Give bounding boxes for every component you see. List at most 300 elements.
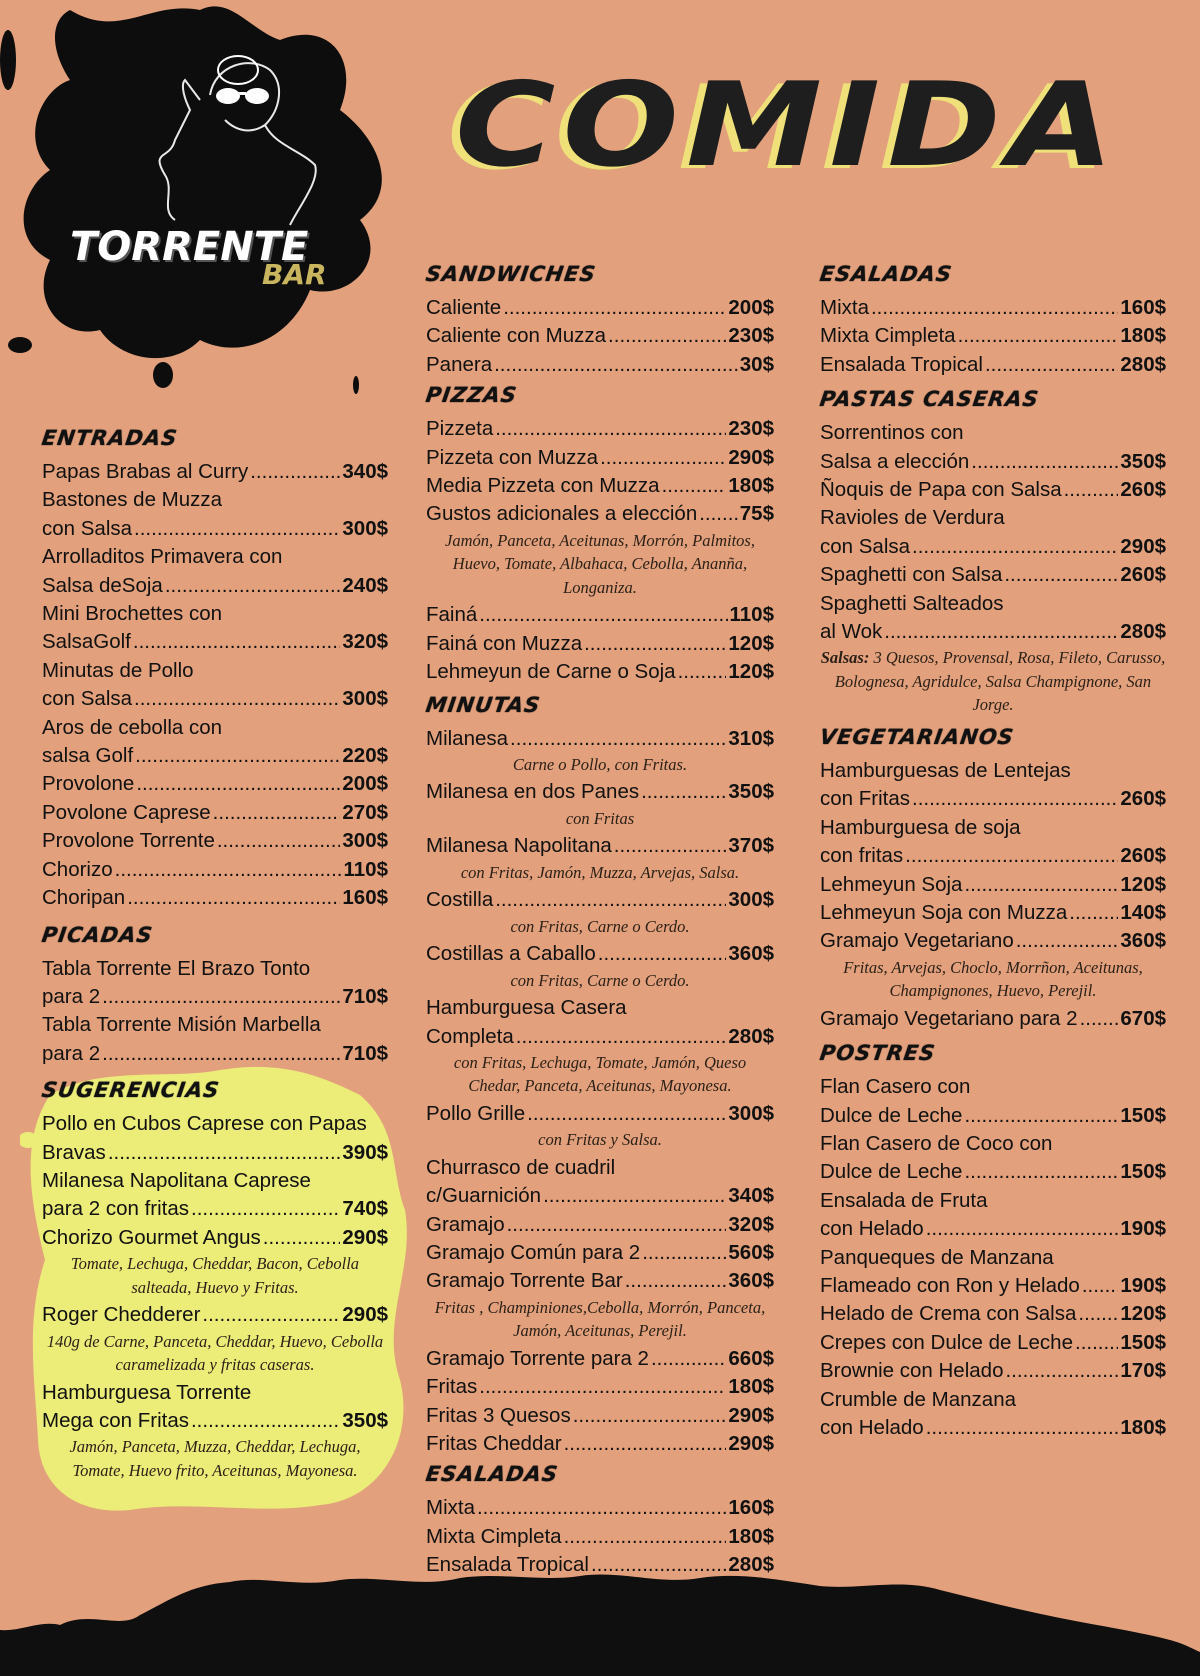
menu-item [426, 294, 774, 322]
menu-item [820, 1357, 1166, 1385]
menu-item-name: Flameado con Ron y Helado [820, 1274, 1080, 1298]
menu-item-description: con Fritas y Salsa. [538, 1130, 662, 1150]
menu-item [42, 458, 388, 486]
menu-item-name: al Wok [820, 620, 883, 644]
dot-leader [564, 1430, 727, 1458]
menu-item-name: con Salsa [42, 687, 133, 711]
dot-leader [964, 871, 1118, 899]
dot-leader [1078, 1300, 1118, 1328]
menu-item-name: Chorizo [42, 857, 113, 881]
menu-item-price: 560$ [728, 1241, 774, 1265]
section-title: MINUTAS [424, 692, 543, 717]
section-title: SANDWICHES [424, 262, 598, 286]
menu-item-name-line: Churrasco de cuadril [426, 1155, 616, 1179]
ink-splat-logo-background [0, 0, 400, 400]
dot-leader [964, 1102, 1118, 1130]
menu-item [426, 1154, 774, 1211]
menu-item [426, 940, 774, 992]
menu-item-name: Crepes con Dulce de Leche [820, 1330, 1073, 1354]
menu-item-price: 360$ [728, 942, 774, 966]
menu-item-price: 300$ [342, 516, 388, 540]
menu-item-row [820, 927, 1166, 955]
section-pastas [820, 387, 1166, 717]
menu-item-description: Jamón, Panceta, Aceitunas, Morrón, Palmitos, Huevo, Tomate, Albahaca, Cebolla, Ananña, Longaniza. [445, 530, 755, 597]
section-picadas [42, 923, 388, 1069]
dot-leader [699, 500, 738, 528]
salsas-label: Salsas: [820, 648, 870, 668]
dot-leader [600, 444, 726, 472]
dot-leader [958, 322, 1119, 350]
menu-item-price: 180$ [728, 474, 774, 498]
menu-column-left [42, 426, 388, 1484]
menu-item-row [42, 742, 388, 770]
menu-item-name: Brownie con Helado [820, 1359, 1004, 1383]
menu-item-price: 180$ [728, 1375, 774, 1399]
section-vegetarianos [820, 725, 1166, 1033]
menu-item-name-line: Flan Casero de Coco con [820, 1132, 1053, 1156]
menu-item-price: 360$ [1120, 929, 1166, 953]
menu-item-name: Ñoquis de Papa con Salsa [820, 478, 1062, 502]
menu-item-price: 190$ [1120, 1274, 1166, 1298]
menu-item [426, 630, 774, 658]
menu-item-row [42, 1195, 388, 1223]
menu-item [42, 486, 388, 543]
section-ensaladas-middle [426, 1462, 774, 1579]
menu-item-row [820, 561, 1166, 589]
menu-item-name: con Fritas [820, 787, 910, 811]
dot-leader [494, 351, 738, 379]
menu-item-price: 180$ [1120, 1416, 1166, 1440]
dot-leader [912, 533, 1118, 561]
menu-item-row [820, 294, 1166, 322]
menu-item-name-line: Sorrentinos con [820, 421, 964, 445]
menu-item-price: 290$ [342, 1225, 388, 1249]
menu-item-price: 290$ [728, 1403, 774, 1427]
menu-item [426, 472, 774, 500]
menu-item-price: 350$ [342, 1408, 388, 1432]
dot-leader [263, 1224, 341, 1252]
menu-item-price: 120$ [1120, 872, 1166, 896]
menu-item-name: Mixta Cimpleta [426, 1524, 562, 1548]
dot-leader [213, 799, 341, 827]
menu-item-name: Salsa deSoja [42, 573, 163, 597]
menu-item-description: Jamón, Panceta, Muzza, Cheddar, Lechuga, Tomate, Huevo frito, Aceitunas, Mayonesa. [69, 1437, 361, 1480]
menu-item-row [820, 533, 1166, 561]
menu-item-row [426, 725, 774, 753]
menu-item-row [820, 1158, 1166, 1186]
dot-leader [108, 1139, 341, 1167]
menu-item-row [426, 1402, 774, 1430]
menu-item-row [426, 1023, 774, 1051]
dot-leader [202, 1301, 340, 1329]
menu-item-description: con Fritas, Carne o Cerdo. [510, 916, 690, 936]
menu-item-price: 140$ [1120, 901, 1166, 924]
menu-item-name: para 2 [42, 1041, 101, 1065]
menu-item-name: Gustos adicionales a elección [426, 502, 698, 526]
section-title: ESALADAS [818, 262, 954, 286]
menu-item-name: Milanesa [426, 726, 509, 750]
menu-item-name-line: Flan Casero con [820, 1075, 971, 1099]
menu-item [426, 1494, 774, 1522]
dot-leader [250, 458, 340, 486]
menu-item-price: 180$ [1120, 324, 1166, 348]
menu-item [426, 1373, 774, 1401]
dot-leader [510, 725, 726, 753]
dot-leader [134, 515, 340, 543]
menu-item-price: 290$ [1120, 534, 1166, 558]
menu-item [820, 1300, 1166, 1328]
menu-item-row [426, 940, 774, 968]
menu-item-name: Chorizo Gourmet Angus [42, 1225, 261, 1249]
menu-item-row [42, 799, 388, 827]
menu-item-row [42, 572, 388, 600]
section-title: POSTRES [818, 1041, 938, 1066]
dot-leader [134, 685, 340, 713]
menu-item-name: Gramajo Vegetariano para 2 [820, 1006, 1078, 1030]
menu-item-row [42, 515, 388, 543]
menu-item-name: Spaghetti con Salsa [820, 563, 1003, 587]
dot-leader [127, 884, 340, 912]
menu-item-row [820, 448, 1166, 476]
dot-leader [479, 1373, 726, 1401]
menu-item-name: Milanesa en dos Panes [426, 780, 640, 804]
section-title: ENTRADAS [40, 426, 180, 450]
menu-item-row [820, 476, 1166, 504]
dot-leader [651, 1345, 726, 1373]
dot-leader [884, 618, 1118, 646]
menu-item-price: 170$ [1120, 1359, 1166, 1383]
menu-item-name: con Helado [820, 1416, 924, 1440]
menu-item [42, 1224, 388, 1299]
menu-item-price: 160$ [342, 886, 388, 910]
menu-item-price: 670$ [1120, 1006, 1166, 1030]
menu-item-row [820, 1414, 1166, 1442]
menu-item-name: Mega con Fritas [42, 1408, 189, 1432]
menu-item-price: 370$ [728, 834, 774, 858]
menu-item-name: SalsaGolf [42, 630, 131, 654]
menu-item-row [820, 785, 1166, 813]
menu-item [426, 886, 774, 938]
menu-item-row [426, 500, 774, 528]
menu-item-name-line: Crumble de Manzana [820, 1387, 1016, 1411]
dot-leader [662, 472, 727, 500]
menu-item-name: Choripan [42, 886, 126, 910]
menu-item-price: 160$ [1120, 296, 1166, 319]
menu-item-row [426, 322, 774, 350]
dot-leader [191, 1407, 340, 1435]
menu-item-price: 280$ [1120, 620, 1166, 644]
menu-item-row [820, 1215, 1166, 1243]
dot-leader [926, 1414, 1119, 1442]
menu-item-row [42, 685, 388, 713]
menu-item [426, 415, 774, 443]
menu-item [42, 799, 388, 827]
dot-leader [136, 770, 340, 798]
menu-item-name-line: Milanesa Napolitana Caprese [42, 1168, 311, 1192]
menu-item-name: Caliente [426, 296, 502, 319]
menu-item [820, 1329, 1166, 1357]
section-title: PIZZAS [424, 383, 519, 408]
menu-item-name: Fritas Cheddar [426, 1432, 562, 1456]
menu-item-price: 190$ [1120, 1217, 1166, 1241]
menu-item-description: con Fritas, Jamón, Muzza, Arvejas, Salsa. [460, 862, 740, 882]
dot-leader [564, 1523, 727, 1551]
menu-item-price: 260$ [1120, 563, 1166, 587]
menu-item-price: 290$ [728, 1432, 774, 1456]
menu-item-row [426, 1551, 774, 1579]
menu-item [426, 832, 774, 884]
menu-item [426, 1430, 774, 1458]
menu-item-name: Pollo Grille [426, 1101, 526, 1125]
menu-item-price: 310$ [728, 726, 774, 750]
menu-item-name-line: Ravioles de Verdura [820, 506, 1005, 530]
page-title: COMIDA [455, 58, 1121, 193]
dot-leader [503, 294, 726, 322]
menu-item-price: 350$ [728, 780, 774, 804]
menu-item-price: 110$ [343, 857, 388, 881]
menu-item-name: Ensalada Tropical [426, 1553, 589, 1577]
menu-item-name: Milanesa Napolitana [426, 834, 612, 858]
dot-leader [1082, 1272, 1119, 1300]
menu-item-name: Dulce de Leche [820, 1160, 963, 1184]
menu-item-price: 110$ [729, 603, 774, 627]
menu-item [426, 1211, 774, 1239]
menu-item-name: Mixta [820, 296, 869, 319]
menu-item-row [42, 628, 388, 656]
dot-leader [527, 1100, 726, 1128]
menu-item-price: 260$ [1120, 787, 1166, 811]
menu-item [426, 601, 774, 629]
dot-leader [1016, 927, 1119, 955]
menu-item-name: Lehmeyun de Carne o Soja [426, 660, 676, 684]
menu-item-row [426, 658, 774, 686]
menu-item-name-line: Hamburguesa de soja [820, 815, 1021, 839]
dot-leader [912, 785, 1118, 813]
menu-item-name: salsa Golf [42, 744, 134, 768]
dot-leader [964, 1158, 1118, 1186]
dot-leader [102, 983, 340, 1011]
menu-item-name: Fainá con Muzza [426, 631, 583, 655]
salsas-list: 3 Quesos, Provensal, Rosa, Fileto, Carusso, Bolognesa, Agridulce, Salsa Champignone, San Jorge. [834, 648, 1166, 715]
menu-item-description: con Fritas, Carne o Cerdo. [510, 970, 690, 990]
menu-item-description: Tomate, Lechuga, Cheddar, Bacon, Cebolla salteada, Huevo y Fritas. [70, 1254, 360, 1297]
dot-leader [507, 1211, 727, 1239]
menu-item-row [426, 415, 774, 443]
menu-item-name: Pizzeta [426, 417, 494, 441]
menu-item-price: 290$ [342, 1303, 388, 1327]
menu-item-price: 200$ [342, 772, 388, 796]
menu-item-name: Fritas [426, 1375, 478, 1399]
menu-item [820, 351, 1166, 379]
dot-leader [985, 351, 1118, 379]
menu-item-price: 120$ [728, 660, 774, 684]
dot-leader [641, 778, 726, 806]
dot-leader [905, 842, 1118, 870]
menu-item [42, 1011, 388, 1068]
menu-item-name: Gramajo Torrente Bar [426, 1269, 623, 1293]
menu-item-row [426, 1345, 774, 1373]
dot-leader [614, 832, 727, 860]
menu-item-price: 160$ [728, 1496, 774, 1520]
dot-leader [1005, 1357, 1118, 1385]
menu-item-name: Fainá [426, 603, 478, 627]
menu-item [820, 561, 1166, 589]
menu-item-row [426, 294, 774, 322]
menu-item-row [426, 1523, 774, 1551]
menu-item-name: Gramajo Torrente para 2 [426, 1346, 649, 1370]
menu-item-name-line: Panqueques de Manzana [820, 1245, 1054, 1269]
menu-item-price: 240$ [342, 573, 388, 597]
menu-item-name: Roger Chedderer [42, 1303, 201, 1327]
section-sandwiches [426, 262, 774, 379]
menu-item-price: 280$ [1120, 352, 1166, 376]
menu-item-name: para 2 con fritas [42, 1197, 189, 1221]
menu-item-row [426, 351, 774, 379]
menu-item-name-line: Tabla Torrente El Brazo Tonto [42, 956, 311, 980]
dot-leader [165, 572, 341, 600]
menu-item-row [426, 886, 774, 914]
menu-item-price: 340$ [728, 1184, 774, 1208]
menu-item-name-line: Mini Brochettes con [42, 602, 223, 626]
menu-item-price: 350$ [1120, 449, 1166, 473]
menu-item-name: Povolone Caprese [42, 800, 211, 824]
menu-item [820, 419, 1166, 476]
menu-item [426, 444, 774, 472]
menu-item-price: 280$ [728, 1553, 774, 1577]
dot-leader [625, 1267, 727, 1295]
dot-leader [135, 742, 340, 770]
menu-item [42, 1167, 388, 1224]
menu-item [426, 1267, 774, 1342]
dot-leader [871, 294, 1118, 322]
menu-item-name: Bravas [42, 1140, 106, 1164]
section-title: VEGETARIANOS [818, 724, 1016, 749]
menu-item-price: 120$ [1120, 1302, 1166, 1326]
salsas-note [820, 646, 1166, 717]
menu-item-row [426, 1182, 774, 1210]
menu-item-name: con Helado [820, 1217, 924, 1241]
menu-item-row [426, 630, 774, 658]
menu-item-row [42, 1139, 388, 1167]
menu-item [820, 504, 1166, 561]
menu-item-row [42, 856, 388, 884]
menu-item-price: 230$ [728, 417, 774, 441]
menu-item [42, 1110, 388, 1167]
menu-item-name: con Salsa [42, 516, 133, 540]
menu-item [820, 899, 1166, 927]
dot-leader [584, 630, 726, 658]
menu-item-row [426, 778, 774, 806]
dot-leader [1064, 476, 1119, 504]
menu-item-name: Caliente con Muzza [426, 324, 607, 348]
menu-item-description: con Fritas, Lechuga, Tomate, Jamón, Queso Chedar, Panceta, Aceitunas, Mayonesa. [453, 1052, 747, 1096]
dot-leader [102, 1040, 340, 1068]
menu-item-row [426, 832, 774, 860]
section-ensaladas-right [820, 262, 1166, 379]
menu-item-row [426, 1239, 774, 1267]
menu-item [820, 757, 1166, 814]
menu-item-row [426, 1100, 774, 1128]
menu-item-name: Gramajo [426, 1212, 505, 1236]
menu-item [426, 658, 774, 686]
dot-leader [479, 601, 727, 629]
menu-item-name: Gramajo Común para 2 [426, 1241, 641, 1265]
torn-paper-footer-background [0, 1570, 1200, 1676]
menu-item-row [820, 1357, 1166, 1385]
menu-item-price: 300$ [342, 687, 388, 711]
menu-item [42, 657, 388, 714]
menu-item-name: Mixta Cimpleta [820, 324, 956, 348]
menu-item-price: 260$ [1120, 844, 1166, 868]
brand-name: TORRENTE [70, 224, 309, 270]
menu-item-row [42, 827, 388, 855]
menu-item-name: Lehmeyun Soja [820, 872, 963, 896]
menu-item-row [820, 899, 1166, 927]
menu-item-row [426, 1267, 774, 1295]
menu-item-price: 660$ [728, 1346, 774, 1370]
dot-leader [642, 1239, 726, 1267]
dot-leader [191, 1195, 340, 1223]
section-minutas [426, 693, 774, 1459]
menu-item-price: 300$ [728, 1101, 774, 1125]
menu-item [820, 1005, 1166, 1033]
menu-item-row [820, 1102, 1166, 1130]
menu-item-row [42, 1301, 388, 1329]
menu-item [820, 1386, 1166, 1443]
menu-item-price: 340$ [342, 460, 388, 483]
section-postres [820, 1041, 1166, 1442]
menu-item-price: 30$ [739, 352, 774, 376]
menu-item-name: Fritas 3 Quesos [426, 1403, 571, 1427]
menu-item-name: para 2 [42, 984, 101, 1008]
menu-item-row [820, 871, 1166, 899]
menu-item-description: Fritas, Arvejas, Choclo, Morrñon, Aceitunas, Champignones, Huevo, Perejil. [843, 957, 1143, 1001]
dot-leader [1080, 1005, 1119, 1033]
menu-item-price: 150$ [1120, 1103, 1166, 1127]
menu-item-row [42, 770, 388, 798]
menu-item [42, 884, 388, 912]
menu-item-price: 740$ [342, 1197, 388, 1221]
dot-leader [598, 940, 727, 968]
menu-item [820, 1244, 1166, 1301]
menu-item [820, 1073, 1166, 1130]
menu-item-row [426, 444, 774, 472]
menu-item-name-line: Minutas de Pollo [42, 658, 194, 682]
menu-item [820, 590, 1166, 647]
dot-leader [115, 856, 342, 884]
menu-item-description: con Fritas [565, 808, 635, 828]
menu-item-row [426, 1430, 774, 1458]
menu-item-name-line: Aros de cebolla con [42, 715, 223, 739]
dot-leader [591, 1551, 726, 1579]
menu-item [42, 856, 388, 884]
menu-item [426, 778, 774, 830]
menu-item-name: Mixta [426, 1496, 475, 1520]
dot-leader [926, 1215, 1119, 1243]
menu-item [820, 294, 1166, 322]
menu-item-row [426, 1494, 774, 1522]
dot-leader [971, 448, 1118, 476]
menu-item-price: 320$ [728, 1212, 774, 1236]
dot-leader [573, 1402, 727, 1430]
menu-item-name: Papas Brabas al Curry [42, 460, 249, 483]
menu-item [42, 770, 388, 798]
section-title: PASTAS CASERAS [818, 387, 1041, 412]
menu-item-row [820, 842, 1166, 870]
menu-item-price: 300$ [342, 829, 388, 853]
menu-item-row [42, 1407, 388, 1435]
dot-leader [495, 886, 726, 914]
